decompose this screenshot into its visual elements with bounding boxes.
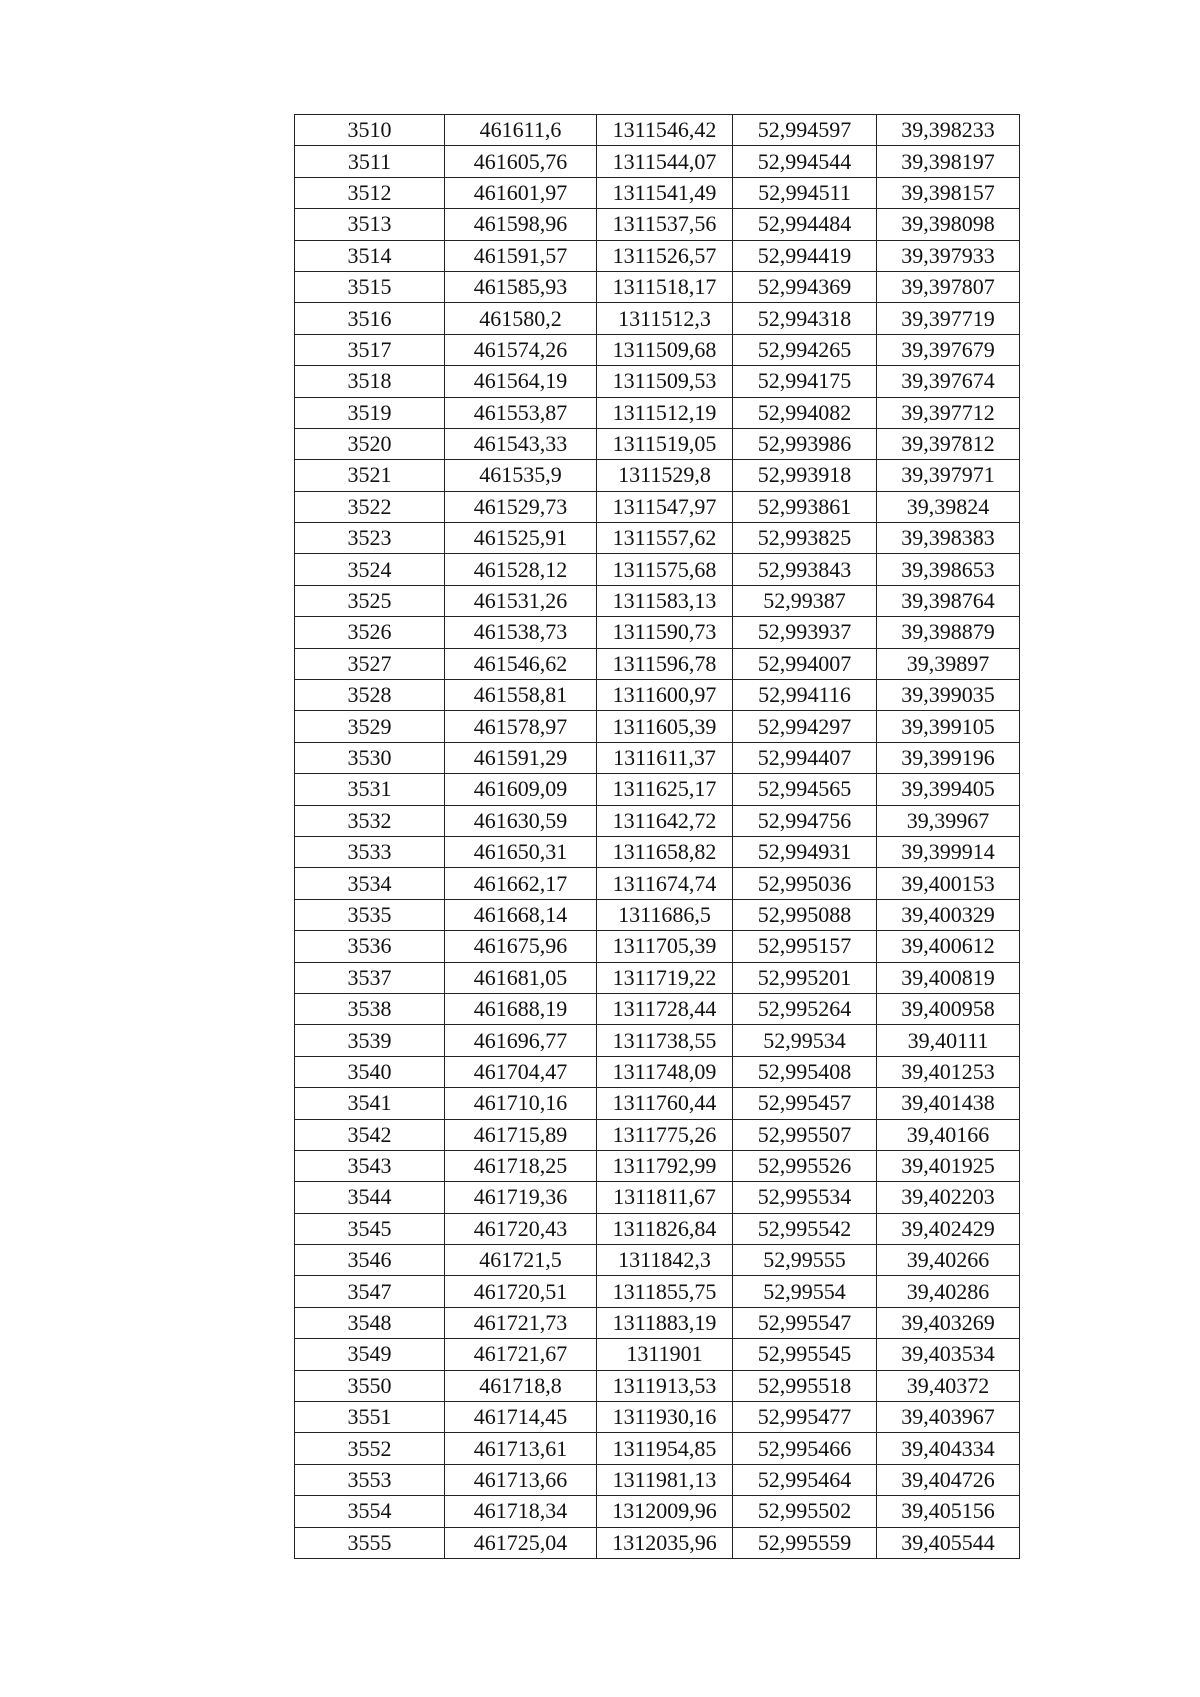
point-number-cell: 3527 <box>295 648 445 679</box>
x-coordinate-cell: 461598,96 <box>445 209 597 240</box>
longitude-cell: 39,398653 <box>877 554 1020 585</box>
y-coordinate-cell: 1311526,57 <box>597 240 733 271</box>
latitude-cell: 52,994007 <box>733 648 877 679</box>
point-number-cell: 3524 <box>295 554 445 585</box>
y-coordinate-cell: 1311541,49 <box>597 177 733 208</box>
point-number-cell: 3515 <box>295 271 445 302</box>
point-number-cell: 3517 <box>295 334 445 365</box>
longitude-cell: 39,399196 <box>877 742 1020 773</box>
latitude-cell: 52,994297 <box>733 711 877 742</box>
y-coordinate-cell: 1311775,26 <box>597 1119 733 1150</box>
longitude-cell: 39,400329 <box>877 899 1020 930</box>
point-number-cell: 3531 <box>295 774 445 805</box>
point-number-cell: 3530 <box>295 742 445 773</box>
x-coordinate-cell: 461668,14 <box>445 899 597 930</box>
x-coordinate-cell: 461609,09 <box>445 774 597 805</box>
table-row <box>295 805 1020 836</box>
point-number-cell: 3523 <box>295 523 445 554</box>
table-row <box>295 428 1020 459</box>
point-number-cell: 3553 <box>295 1464 445 1495</box>
latitude-cell: 52,995547 <box>733 1307 877 1338</box>
point-number-cell: 3552 <box>295 1433 445 1464</box>
x-coordinate-cell: 461650,31 <box>445 836 597 867</box>
table-row <box>295 1496 1020 1527</box>
longitude-cell: 39,404726 <box>877 1464 1020 1495</box>
longitude-cell: 39,398098 <box>877 209 1020 240</box>
y-coordinate-cell: 1311519,05 <box>597 428 733 459</box>
longitude-cell: 39,401925 <box>877 1150 1020 1181</box>
table-row <box>295 209 1020 240</box>
y-coordinate-cell: 1311674,74 <box>597 868 733 899</box>
point-number-cell: 3550 <box>295 1370 445 1401</box>
table-row <box>295 1150 1020 1181</box>
latitude-cell: 52,995036 <box>733 868 877 899</box>
point-number-cell: 3511 <box>295 146 445 177</box>
point-number-cell: 3522 <box>295 491 445 522</box>
y-coordinate-cell: 1311748,09 <box>597 1056 733 1087</box>
y-coordinate-cell: 1311537,56 <box>597 209 733 240</box>
point-number-cell: 3518 <box>295 366 445 397</box>
latitude-cell: 52,995464 <box>733 1464 877 1495</box>
longitude-cell: 39,404334 <box>877 1433 1020 1464</box>
latitude-cell: 52,994565 <box>733 774 877 805</box>
table-row <box>295 1527 1020 1558</box>
latitude-cell: 52,995502 <box>733 1496 877 1527</box>
x-coordinate-cell: 461688,19 <box>445 993 597 1024</box>
table-row <box>295 334 1020 365</box>
x-coordinate-cell: 461714,45 <box>445 1402 597 1433</box>
table-row <box>295 680 1020 711</box>
point-number-cell: 3549 <box>295 1339 445 1370</box>
x-coordinate-cell: 461529,73 <box>445 491 597 522</box>
longitude-cell: 39,397807 <box>877 271 1020 302</box>
point-number-cell: 3525 <box>295 585 445 616</box>
y-coordinate-cell: 1311760,44 <box>597 1088 733 1119</box>
x-coordinate-cell: 461721,73 <box>445 1307 597 1338</box>
x-coordinate-cell: 461601,97 <box>445 177 597 208</box>
y-coordinate-cell: 1311686,5 <box>597 899 733 930</box>
x-coordinate-cell: 461713,66 <box>445 1464 597 1495</box>
x-coordinate-cell: 461543,33 <box>445 428 597 459</box>
table-row <box>295 585 1020 616</box>
longitude-cell: 39,397674 <box>877 366 1020 397</box>
x-coordinate-cell: 461535,9 <box>445 460 597 491</box>
longitude-cell: 39,400958 <box>877 993 1020 1024</box>
latitude-cell: 52,993937 <box>733 617 877 648</box>
longitude-cell: 39,405156 <box>877 1496 1020 1527</box>
longitude-cell: 39,40286 <box>877 1276 1020 1307</box>
latitude-cell: 52,994407 <box>733 742 877 773</box>
point-number-cell: 3543 <box>295 1150 445 1181</box>
longitude-cell: 39,400819 <box>877 962 1020 993</box>
y-coordinate-cell: 1311930,16 <box>597 1402 733 1433</box>
latitude-cell: 52,995534 <box>733 1182 877 1213</box>
longitude-cell: 39,397719 <box>877 303 1020 334</box>
longitude-cell: 39,398157 <box>877 177 1020 208</box>
table-row <box>295 1370 1020 1401</box>
y-coordinate-cell: 1311811,67 <box>597 1182 733 1213</box>
table-row <box>295 303 1020 334</box>
y-coordinate-cell: 1311557,62 <box>597 523 733 554</box>
y-coordinate-cell: 1311738,55 <box>597 1025 733 1056</box>
latitude-cell: 52,994082 <box>733 397 877 428</box>
point-number-cell: 3547 <box>295 1276 445 1307</box>
x-coordinate-cell: 461591,29 <box>445 742 597 773</box>
y-coordinate-cell: 1311512,3 <box>597 303 733 334</box>
table-row <box>295 177 1020 208</box>
latitude-cell: 52,994484 <box>733 209 877 240</box>
point-number-cell: 3535 <box>295 899 445 930</box>
latitude-cell: 52,994419 <box>733 240 877 271</box>
x-coordinate-cell: 461611,6 <box>445 115 597 146</box>
longitude-cell: 39,397812 <box>877 428 1020 459</box>
table-row <box>295 240 1020 271</box>
x-coordinate-cell: 461578,97 <box>445 711 597 742</box>
table-row <box>295 460 1020 491</box>
coordinates-table-body <box>295 115 1020 1559</box>
x-coordinate-cell: 461718,25 <box>445 1150 597 1181</box>
table-row <box>295 1182 1020 1213</box>
table-row <box>295 1056 1020 1087</box>
y-coordinate-cell: 1311658,82 <box>597 836 733 867</box>
x-coordinate-cell: 461721,5 <box>445 1245 597 1276</box>
longitude-cell: 39,40372 <box>877 1370 1020 1401</box>
longitude-cell: 39,398233 <box>877 115 1020 146</box>
longitude-cell: 39,397933 <box>877 240 1020 271</box>
x-coordinate-cell: 461718,8 <box>445 1370 597 1401</box>
longitude-cell: 39,399035 <box>877 680 1020 711</box>
x-coordinate-cell: 461591,57 <box>445 240 597 271</box>
x-coordinate-cell: 461531,26 <box>445 585 597 616</box>
x-coordinate-cell: 461580,2 <box>445 303 597 334</box>
longitude-cell: 39,400612 <box>877 931 1020 962</box>
latitude-cell: 52,995466 <box>733 1433 877 1464</box>
table-row <box>295 554 1020 585</box>
table-row <box>295 1025 1020 1056</box>
longitude-cell: 39,397679 <box>877 334 1020 365</box>
longitude-cell: 39,401438 <box>877 1088 1020 1119</box>
longitude-cell: 39,398879 <box>877 617 1020 648</box>
y-coordinate-cell: 1311901 <box>597 1339 733 1370</box>
y-coordinate-cell: 1311981,13 <box>597 1464 733 1495</box>
y-coordinate-cell: 1311529,8 <box>597 460 733 491</box>
table-row <box>295 899 1020 930</box>
y-coordinate-cell: 1311954,85 <box>597 1433 733 1464</box>
y-coordinate-cell: 1311605,39 <box>597 711 733 742</box>
table-row <box>295 868 1020 899</box>
y-coordinate-cell: 1311547,97 <box>597 491 733 522</box>
x-coordinate-cell: 461605,76 <box>445 146 597 177</box>
y-coordinate-cell: 1311913,53 <box>597 1370 733 1401</box>
y-coordinate-cell: 1311509,68 <box>597 334 733 365</box>
point-number-cell: 3536 <box>295 931 445 962</box>
latitude-cell: 52,995157 <box>733 931 877 962</box>
point-number-cell: 3528 <box>295 680 445 711</box>
y-coordinate-cell: 1311544,07 <box>597 146 733 177</box>
y-coordinate-cell: 1311575,68 <box>597 554 733 585</box>
table-row <box>295 1088 1020 1119</box>
point-number-cell: 3519 <box>295 397 445 428</box>
y-coordinate-cell: 1311518,17 <box>597 271 733 302</box>
y-coordinate-cell: 1311728,44 <box>597 993 733 1024</box>
longitude-cell: 39,399105 <box>877 711 1020 742</box>
table-row <box>295 711 1020 742</box>
latitude-cell: 52,995526 <box>733 1150 877 1181</box>
longitude-cell: 39,398383 <box>877 523 1020 554</box>
longitude-cell: 39,397712 <box>877 397 1020 428</box>
y-coordinate-cell: 1311509,53 <box>597 366 733 397</box>
longitude-cell: 39,402429 <box>877 1213 1020 1244</box>
latitude-cell: 52,995201 <box>733 962 877 993</box>
x-coordinate-cell: 461630,59 <box>445 805 597 836</box>
point-number-cell: 3555 <box>295 1527 445 1558</box>
y-coordinate-cell: 1311719,22 <box>597 962 733 993</box>
y-coordinate-cell: 1311792,99 <box>597 1150 733 1181</box>
table-row <box>295 931 1020 962</box>
latitude-cell: 52,993861 <box>733 491 877 522</box>
point-number-cell: 3542 <box>295 1119 445 1150</box>
point-number-cell: 3510 <box>295 115 445 146</box>
x-coordinate-cell: 461715,89 <box>445 1119 597 1150</box>
latitude-cell: 52,99387 <box>733 585 877 616</box>
latitude-cell: 52,993825 <box>733 523 877 554</box>
point-number-cell: 3513 <box>295 209 445 240</box>
latitude-cell: 52,995088 <box>733 899 877 930</box>
longitude-cell: 39,403967 <box>877 1402 1020 1433</box>
point-number-cell: 3521 <box>295 460 445 491</box>
table-row <box>295 397 1020 428</box>
table-row <box>295 523 1020 554</box>
latitude-cell: 52,995264 <box>733 993 877 1024</box>
table-row <box>295 742 1020 773</box>
x-coordinate-cell: 461585,93 <box>445 271 597 302</box>
latitude-cell: 52,994175 <box>733 366 877 397</box>
table-row <box>295 1402 1020 1433</box>
longitude-cell: 39,39897 <box>877 648 1020 679</box>
table-row <box>295 1276 1020 1307</box>
point-number-cell: 3545 <box>295 1213 445 1244</box>
table-row <box>295 1307 1020 1338</box>
table-row <box>295 617 1020 648</box>
longitude-cell: 39,40111 <box>877 1025 1020 1056</box>
y-coordinate-cell: 1311855,75 <box>597 1276 733 1307</box>
latitude-cell: 52,994318 <box>733 303 877 334</box>
x-coordinate-cell: 461710,16 <box>445 1088 597 1119</box>
latitude-cell: 52,994756 <box>733 805 877 836</box>
table-row <box>295 962 1020 993</box>
longitude-cell: 39,40166 <box>877 1119 1020 1150</box>
x-coordinate-cell: 461713,61 <box>445 1433 597 1464</box>
latitude-cell: 52,995518 <box>733 1370 877 1401</box>
coordinates-table <box>294 114 1020 1559</box>
x-coordinate-cell: 461681,05 <box>445 962 597 993</box>
x-coordinate-cell: 461558,81 <box>445 680 597 711</box>
latitude-cell: 52,994511 <box>733 177 877 208</box>
x-coordinate-cell: 461718,34 <box>445 1496 597 1527</box>
latitude-cell: 52,995408 <box>733 1056 877 1087</box>
table-row <box>295 1213 1020 1244</box>
y-coordinate-cell: 1311600,97 <box>597 680 733 711</box>
y-coordinate-cell: 1311590,73 <box>597 617 733 648</box>
y-coordinate-cell: 1311625,17 <box>597 774 733 805</box>
point-number-cell: 3532 <box>295 805 445 836</box>
table-row <box>295 1119 1020 1150</box>
point-number-cell: 3526 <box>295 617 445 648</box>
y-coordinate-cell: 1312009,96 <box>597 1496 733 1527</box>
point-number-cell: 3529 <box>295 711 445 742</box>
latitude-cell: 52,993986 <box>733 428 877 459</box>
point-number-cell: 3512 <box>295 177 445 208</box>
y-coordinate-cell: 1311512,19 <box>597 397 733 428</box>
point-number-cell: 3539 <box>295 1025 445 1056</box>
point-number-cell: 3554 <box>295 1496 445 1527</box>
point-number-cell: 3516 <box>295 303 445 334</box>
table-row <box>295 1433 1020 1464</box>
longitude-cell: 39,401253 <box>877 1056 1020 1087</box>
y-coordinate-cell: 1311583,13 <box>597 585 733 616</box>
y-coordinate-cell: 1311705,39 <box>597 931 733 962</box>
y-coordinate-cell: 1311642,72 <box>597 805 733 836</box>
table-row <box>295 836 1020 867</box>
longitude-cell: 39,397971 <box>877 460 1020 491</box>
latitude-cell: 52,994544 <box>733 146 877 177</box>
latitude-cell: 52,99555 <box>733 1245 877 1276</box>
latitude-cell: 52,995457 <box>733 1088 877 1119</box>
point-number-cell: 3514 <box>295 240 445 271</box>
x-coordinate-cell: 461719,36 <box>445 1182 597 1213</box>
x-coordinate-cell: 461696,77 <box>445 1025 597 1056</box>
latitude-cell: 52,995542 <box>733 1213 877 1244</box>
latitude-cell: 52,995477 <box>733 1402 877 1433</box>
table-row <box>295 648 1020 679</box>
x-coordinate-cell: 461553,87 <box>445 397 597 428</box>
y-coordinate-cell: 1311842,3 <box>597 1245 733 1276</box>
x-coordinate-cell: 461528,12 <box>445 554 597 585</box>
point-number-cell: 3546 <box>295 1245 445 1276</box>
y-coordinate-cell: 1311546,42 <box>597 115 733 146</box>
x-coordinate-cell: 461721,67 <box>445 1339 597 1370</box>
table-row <box>295 774 1020 805</box>
longitude-cell: 39,405544 <box>877 1527 1020 1558</box>
x-coordinate-cell: 461564,19 <box>445 366 597 397</box>
x-coordinate-cell: 461704,47 <box>445 1056 597 1087</box>
table-row <box>295 1464 1020 1495</box>
longitude-cell: 39,398764 <box>877 585 1020 616</box>
latitude-cell: 52,993843 <box>733 554 877 585</box>
y-coordinate-cell: 1311826,84 <box>597 1213 733 1244</box>
x-coordinate-cell: 461525,91 <box>445 523 597 554</box>
latitude-cell: 52,995545 <box>733 1339 877 1370</box>
table-row <box>295 271 1020 302</box>
x-coordinate-cell: 461538,73 <box>445 617 597 648</box>
x-coordinate-cell: 461675,96 <box>445 931 597 962</box>
latitude-cell: 52,993918 <box>733 460 877 491</box>
x-coordinate-cell: 461662,17 <box>445 868 597 899</box>
latitude-cell: 52,994116 <box>733 680 877 711</box>
x-coordinate-cell: 461725,04 <box>445 1527 597 1558</box>
table-row <box>295 1339 1020 1370</box>
latitude-cell: 52,995507 <box>733 1119 877 1150</box>
longitude-cell: 39,39824 <box>877 491 1020 522</box>
latitude-cell: 52,994931 <box>733 836 877 867</box>
x-coordinate-cell: 461720,51 <box>445 1276 597 1307</box>
y-coordinate-cell: 1311596,78 <box>597 648 733 679</box>
x-coordinate-cell: 461546,62 <box>445 648 597 679</box>
point-number-cell: 3541 <box>295 1088 445 1119</box>
longitude-cell: 39,400153 <box>877 868 1020 899</box>
y-coordinate-cell: 1311611,37 <box>597 742 733 773</box>
longitude-cell: 39,403269 <box>877 1307 1020 1338</box>
point-number-cell: 3551 <box>295 1402 445 1433</box>
point-number-cell: 3533 <box>295 836 445 867</box>
latitude-cell: 52,994597 <box>733 115 877 146</box>
x-coordinate-cell: 461574,26 <box>445 334 597 365</box>
point-number-cell: 3537 <box>295 962 445 993</box>
y-coordinate-cell: 1311883,19 <box>597 1307 733 1338</box>
table-row <box>295 366 1020 397</box>
x-coordinate-cell: 461720,43 <box>445 1213 597 1244</box>
longitude-cell: 39,40266 <box>877 1245 1020 1276</box>
table-row <box>295 146 1020 177</box>
longitude-cell: 39,399914 <box>877 836 1020 867</box>
longitude-cell: 39,402203 <box>877 1182 1020 1213</box>
table-row <box>295 491 1020 522</box>
latitude-cell: 52,99554 <box>733 1276 877 1307</box>
table-row <box>295 1245 1020 1276</box>
point-number-cell: 3534 <box>295 868 445 899</box>
latitude-cell: 52,99534 <box>733 1025 877 1056</box>
latitude-cell: 52,994265 <box>733 334 877 365</box>
longitude-cell: 39,39967 <box>877 805 1020 836</box>
point-number-cell: 3544 <box>295 1182 445 1213</box>
point-number-cell: 3520 <box>295 428 445 459</box>
point-number-cell: 3538 <box>295 993 445 1024</box>
point-number-cell: 3540 <box>295 1056 445 1087</box>
point-number-cell: 3548 <box>295 1307 445 1338</box>
latitude-cell: 52,995559 <box>733 1527 877 1558</box>
longitude-cell: 39,398197 <box>877 146 1020 177</box>
longitude-cell: 39,399405 <box>877 774 1020 805</box>
longitude-cell: 39,403534 <box>877 1339 1020 1370</box>
table-row <box>295 115 1020 146</box>
table-row <box>295 993 1020 1024</box>
latitude-cell: 52,994369 <box>733 271 877 302</box>
y-coordinate-cell: 1312035,96 <box>597 1527 733 1558</box>
